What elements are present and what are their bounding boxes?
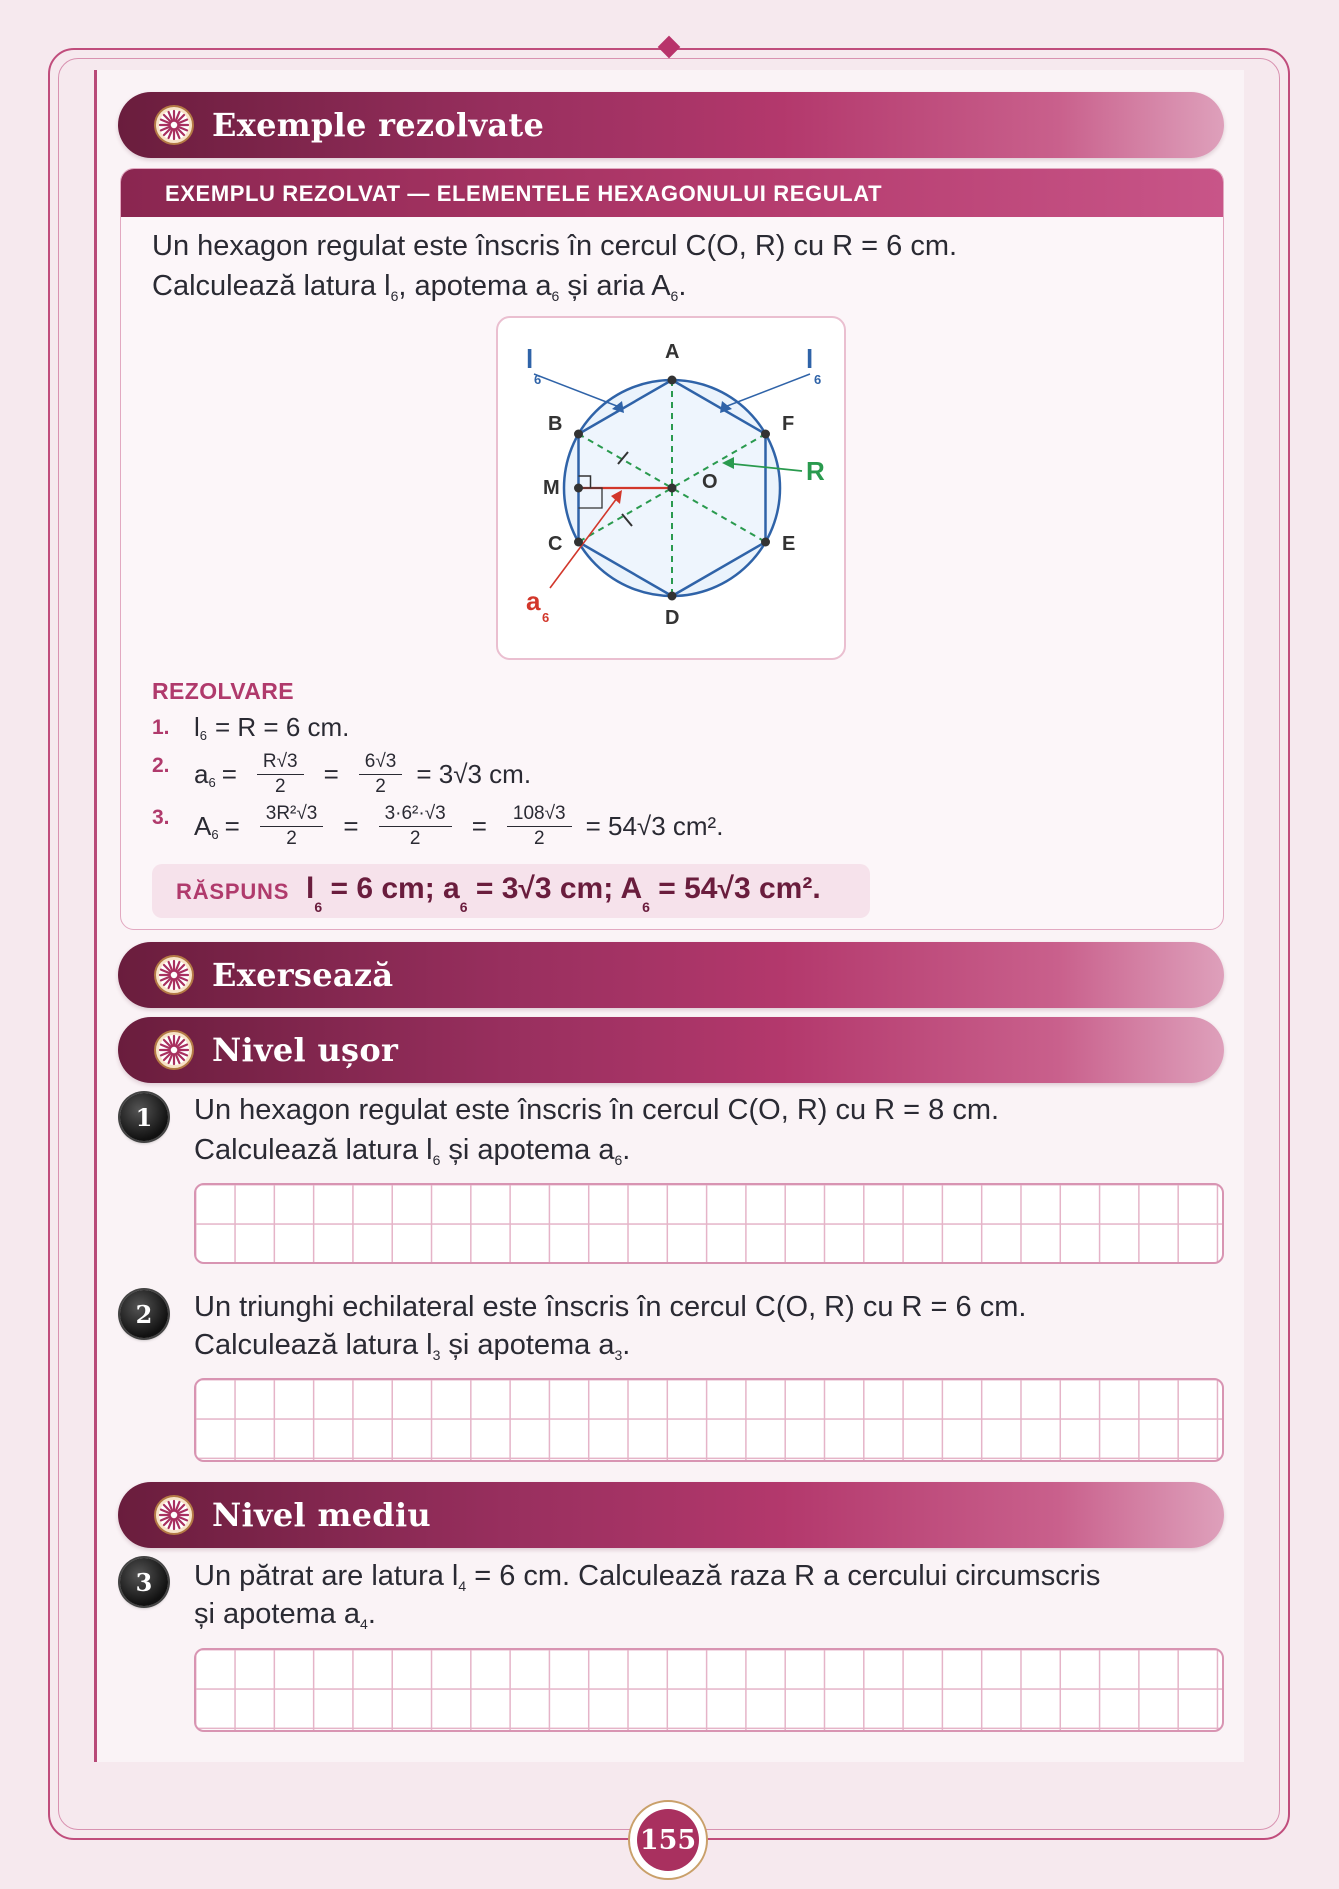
answer-grid-2[interactable]	[194, 1378, 1224, 1462]
side-pointer-left	[534, 374, 622, 408]
answer-text: $l_6 = 6$ cm; $a_6 = 3√3$ cm; $A_6 = 54√3$ cm².	[306, 872, 821, 915]
vertex-label-a: A	[665, 341, 680, 363]
section-title: Exemple rezolvate	[212, 106, 545, 144]
side-pointer-right	[722, 374, 810, 408]
exercise-1-line2: Calculează latura $l_6$ și apotema $a_6$.	[194, 1134, 631, 1168]
vertex-label-b: B	[548, 413, 563, 435]
hexagon-figure-card	[496, 316, 846, 660]
answer-grid-1[interactable]	[194, 1183, 1224, 1264]
side-label-right: l	[806, 344, 814, 374]
step-number: 1.	[152, 716, 170, 739]
side-label-left: l	[526, 344, 534, 374]
section-banner-medium	[118, 1482, 1224, 1548]
svg-text:6: 6	[534, 372, 542, 387]
section-banner-practice	[118, 942, 1224, 1008]
vertex-label-c: C	[548, 533, 563, 555]
exercise-2-line1: Un triunghi echilateral este înscris în cercul C(O, R) cu R = 6 cm.	[194, 1291, 1027, 1323]
example-statement-line1: Un hexagon regulat este înscris în cercul C(O, R) cu R = 6 cm.	[152, 230, 958, 262]
page-number: 155	[637, 1809, 699, 1871]
solution-step-2: a $_6$ = $\frac{R√3}{2}$ = $\frac{6√3}{2}$ = 3√3 cm.	[194, 751, 532, 797]
exercise-3-line2: și apotema $a_4$.	[194, 1598, 376, 1632]
example-header: EXEMPLU REZOLVAT — ELEMENTELE HEXAGONULUI REGULAT	[165, 181, 883, 206]
section-title: Exersează	[212, 956, 394, 994]
answer-grid-3[interactable]	[194, 1648, 1224, 1732]
rosette-icon	[154, 1030, 194, 1070]
exercise-1-line1: Un hexagon regulat este înscris în cercul C(O, R) cu R = 8 cm.	[194, 1094, 1000, 1126]
hexagon-diagram	[498, 318, 844, 658]
example-statement-line2: Calculează latura $l_6$, apotema $a_6$ și aria $A_6$.	[152, 270, 687, 304]
svg-text:6: 6	[542, 610, 550, 625]
vertex-label-d: D	[665, 607, 680, 629]
section-banner-easy	[118, 1017, 1224, 1083]
center-label: O	[702, 471, 718, 493]
vertex-label-f: F	[782, 413, 795, 435]
solution-step-3: A $_6$ = $\frac{\text{3R²√3}}{2}$ = $\frac{\text{3·6²·√3}}{2}$ = $\frac{108√3}{2}$ = 54√3 cm².	[194, 803, 724, 849]
solution-title: REZOLVARE	[152, 678, 295, 704]
answer-label: RĂSPUNS	[176, 879, 290, 904]
exercise-number-badge: 2	[120, 1290, 168, 1338]
solution-step-1: l $_6$ = R = 6 cm.	[194, 712, 350, 743]
exercise-2-line2: Calculează latura $l_3$ și apotema $a_3$.	[194, 1329, 631, 1363]
exercise-number-badge: 1	[120, 1093, 168, 1141]
vertex-label-e: E	[782, 533, 796, 555]
page-number-badge	[628, 1800, 708, 1880]
rosette-icon	[154, 1495, 194, 1535]
left-rule	[94, 70, 97, 1762]
section-banner-solved-examples	[118, 92, 1224, 158]
rosette-icon	[154, 105, 194, 145]
section-title: Nivel ușor	[212, 1031, 399, 1069]
step-number: 3.	[152, 806, 170, 829]
apothem-label: a	[526, 586, 541, 616]
foot-label: M	[543, 477, 560, 499]
section-title: Nivel mediu	[212, 1496, 431, 1534]
exercise-3-line1: Un pătrat are latura $l_4 = 6$ cm. Calculează raza R a cercului circumscris	[194, 1560, 1101, 1594]
step-number: 2.	[152, 754, 170, 777]
exercise-number-badge: 3	[120, 1558, 168, 1606]
radius-label: R	[806, 456, 825, 486]
svg-text:6: 6	[814, 372, 822, 387]
rosette-icon	[154, 955, 194, 995]
